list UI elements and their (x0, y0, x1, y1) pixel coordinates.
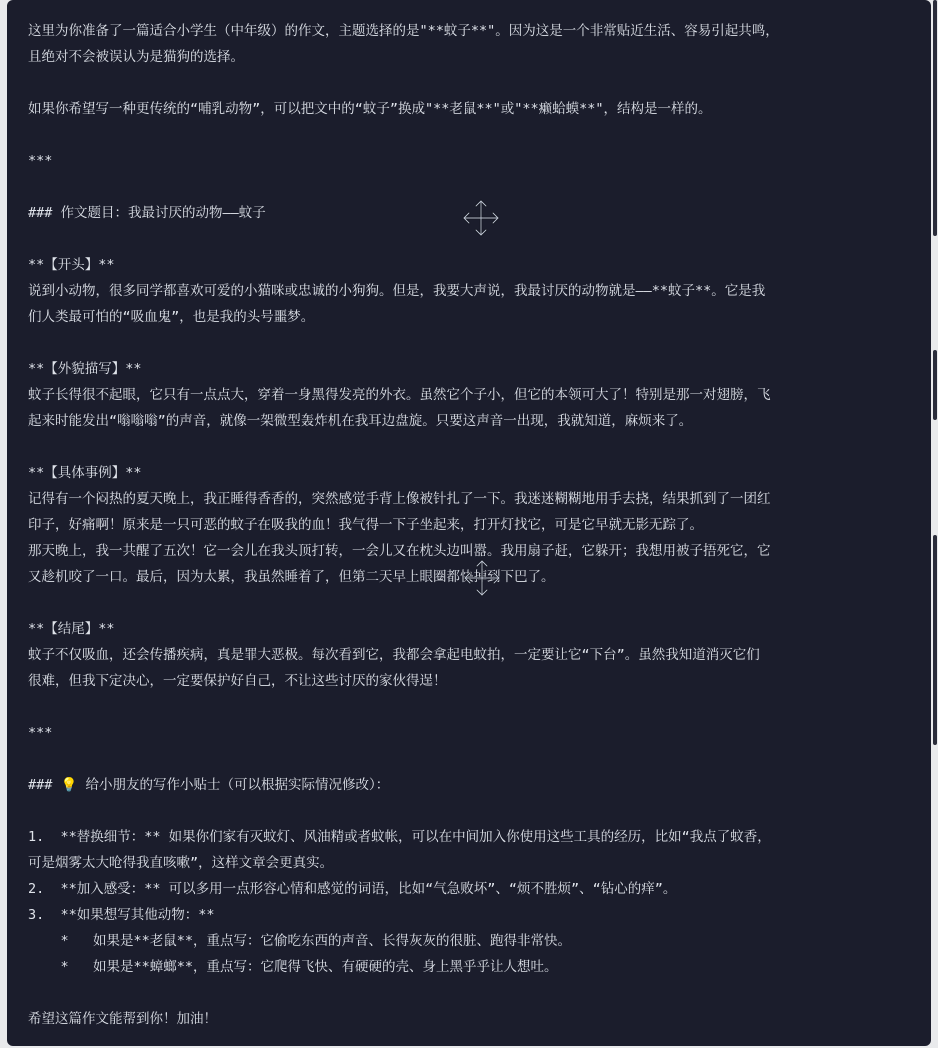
text-line: *** (28, 153, 53, 169)
text-line: 说到小动物，很多同学都喜欢可爱的小猫咪或忠诚的小狗狗。但是，我要大声说，我最讨厌的动物就是——**蚊子**。它是我 (28, 283, 766, 299)
text-line: **【外貌描写】** (28, 361, 142, 377)
text-line: **【结尾】** (28, 621, 115, 637)
text-line: 如果你希望写一种更传统的“哺乳动物”，可以把文中的“蚊子”换成"**老鼠**"或"**癞蛤蟆**"，结构是一样的。 (28, 101, 712, 117)
move-cursor-icon (462, 558, 502, 598)
text-line: ### 作文题目：我最讨厌的动物——蚊子 (28, 205, 266, 221)
text-line: **【具体事例】** (28, 465, 142, 481)
scrollbar-thumb[interactable] (933, 0, 937, 236)
blank-line (28, 798, 909, 824)
blank-line (28, 694, 909, 720)
text-line: 可是烟雾太大呛得我直咳嗽”，这样文章会更真实。 (28, 855, 334, 871)
text-line: 蚊子长得很不起眼，它只有一点点大，穿着一身黑得发亮的外衣。虽然它个子小，但它的本领可大了！特别是那一对翅膀，飞 (28, 387, 771, 403)
blank-line (28, 70, 909, 96)
blank-line (28, 330, 909, 356)
blank-line (28, 174, 909, 200)
text-line: 记得有一个闷热的夏天晚上，我正睡得香香的，突然感觉手背上像被针扎了一下。我迷迷糊糊地用手去挠，结果抓到了一团红 (28, 491, 771, 507)
text-line: 又趁机咬了一口。最后，因为太累，我虽然睡着了，但第二天早上眼圈都快掉到下巴了。 (28, 569, 555, 585)
text-line: * 如果是**老鼠**，重点写：它偷吃东西的声音、长得灰灰的很脏、跑得非常快。 (28, 933, 572, 949)
text-line: *** (28, 725, 53, 741)
text-line: 希望这篇作文能帮到你！加油！ (28, 1011, 217, 1027)
text-line: 起来时能发出“嗡嗡嗡”的声音，就像一架微型轰炸机在我耳边盘旋。只要这声音一出现，我就知道，麻烦来了。 (28, 413, 693, 429)
text-line: 2. **加入感受：** 可以多用一点形容心情和感觉的词语，比如“气急败坏”、“烦不胜烦”、“钻心的痒”。 (28, 881, 677, 897)
text-line: 印子，好痛啊！原来是一只可恶的蚊子在吸我的血！我气得一下子坐起来，打开灯找它，可是它早就无影无踪了。 (28, 517, 703, 533)
text-line: 1. **替换细节：** 如果你们家有灭蚊灯、风油精或者蚊帐，可以在中间加入你使用这些工具的经历，比如“我点了蚊香， (28, 829, 771, 845)
scrollbar-thumb[interactable] (933, 535, 937, 745)
text-line: 们人类最可怕的“吸血鬼”，也是我的头号噩梦。 (28, 309, 315, 325)
response-panel (7, 0, 931, 1046)
text-line: **【开头】** (28, 257, 115, 273)
scrollbar[interactable] (932, 0, 938, 1048)
text-line: 蚊子不仅吸血，还会传播疾病，真是罪大恶极。每次看到它，我都会拿起电蚊拍，一定要让它“下台”。虽然我知道消灭它们 (28, 647, 760, 663)
blank-line (28, 434, 909, 460)
text-line: 那天晚上，我一共醒了五次！它一会儿在我头顶打转，一会儿又在枕头边叫嚣。我用扇子赶，它躲开；我想用被子捂死它，它 (28, 543, 771, 559)
blank-line (28, 122, 909, 148)
blank-line (28, 746, 909, 772)
text-line: 3. **如果想写其他动物：** (28, 907, 215, 923)
text-line: 这里为你准备了一篇适合小学生（中年级）的作文，主题选择的是"**蚊子**"。因为这是一个非常贴近生活、容易引起共鸣， (28, 23, 779, 39)
text-line: 且绝对不会被误认为是猫狗的选择。 (28, 49, 244, 65)
text-line: * 如果是**蟑螂**，重点写：它爬得飞快、有硬硬的壳、身上黑乎乎让人想吐。 (28, 959, 558, 975)
scrollbar-thumb[interactable] (933, 350, 937, 420)
move-cursor-icon (461, 198, 501, 238)
text-line: ### 💡 给小朋友的写作小贴士（可以根据实际情况修改）： (28, 777, 390, 793)
text-line: 很难，但我下定决心，一定要保护好自己，不让这些讨厌的家伙得逞！ (28, 673, 447, 689)
blank-line (28, 980, 909, 1006)
